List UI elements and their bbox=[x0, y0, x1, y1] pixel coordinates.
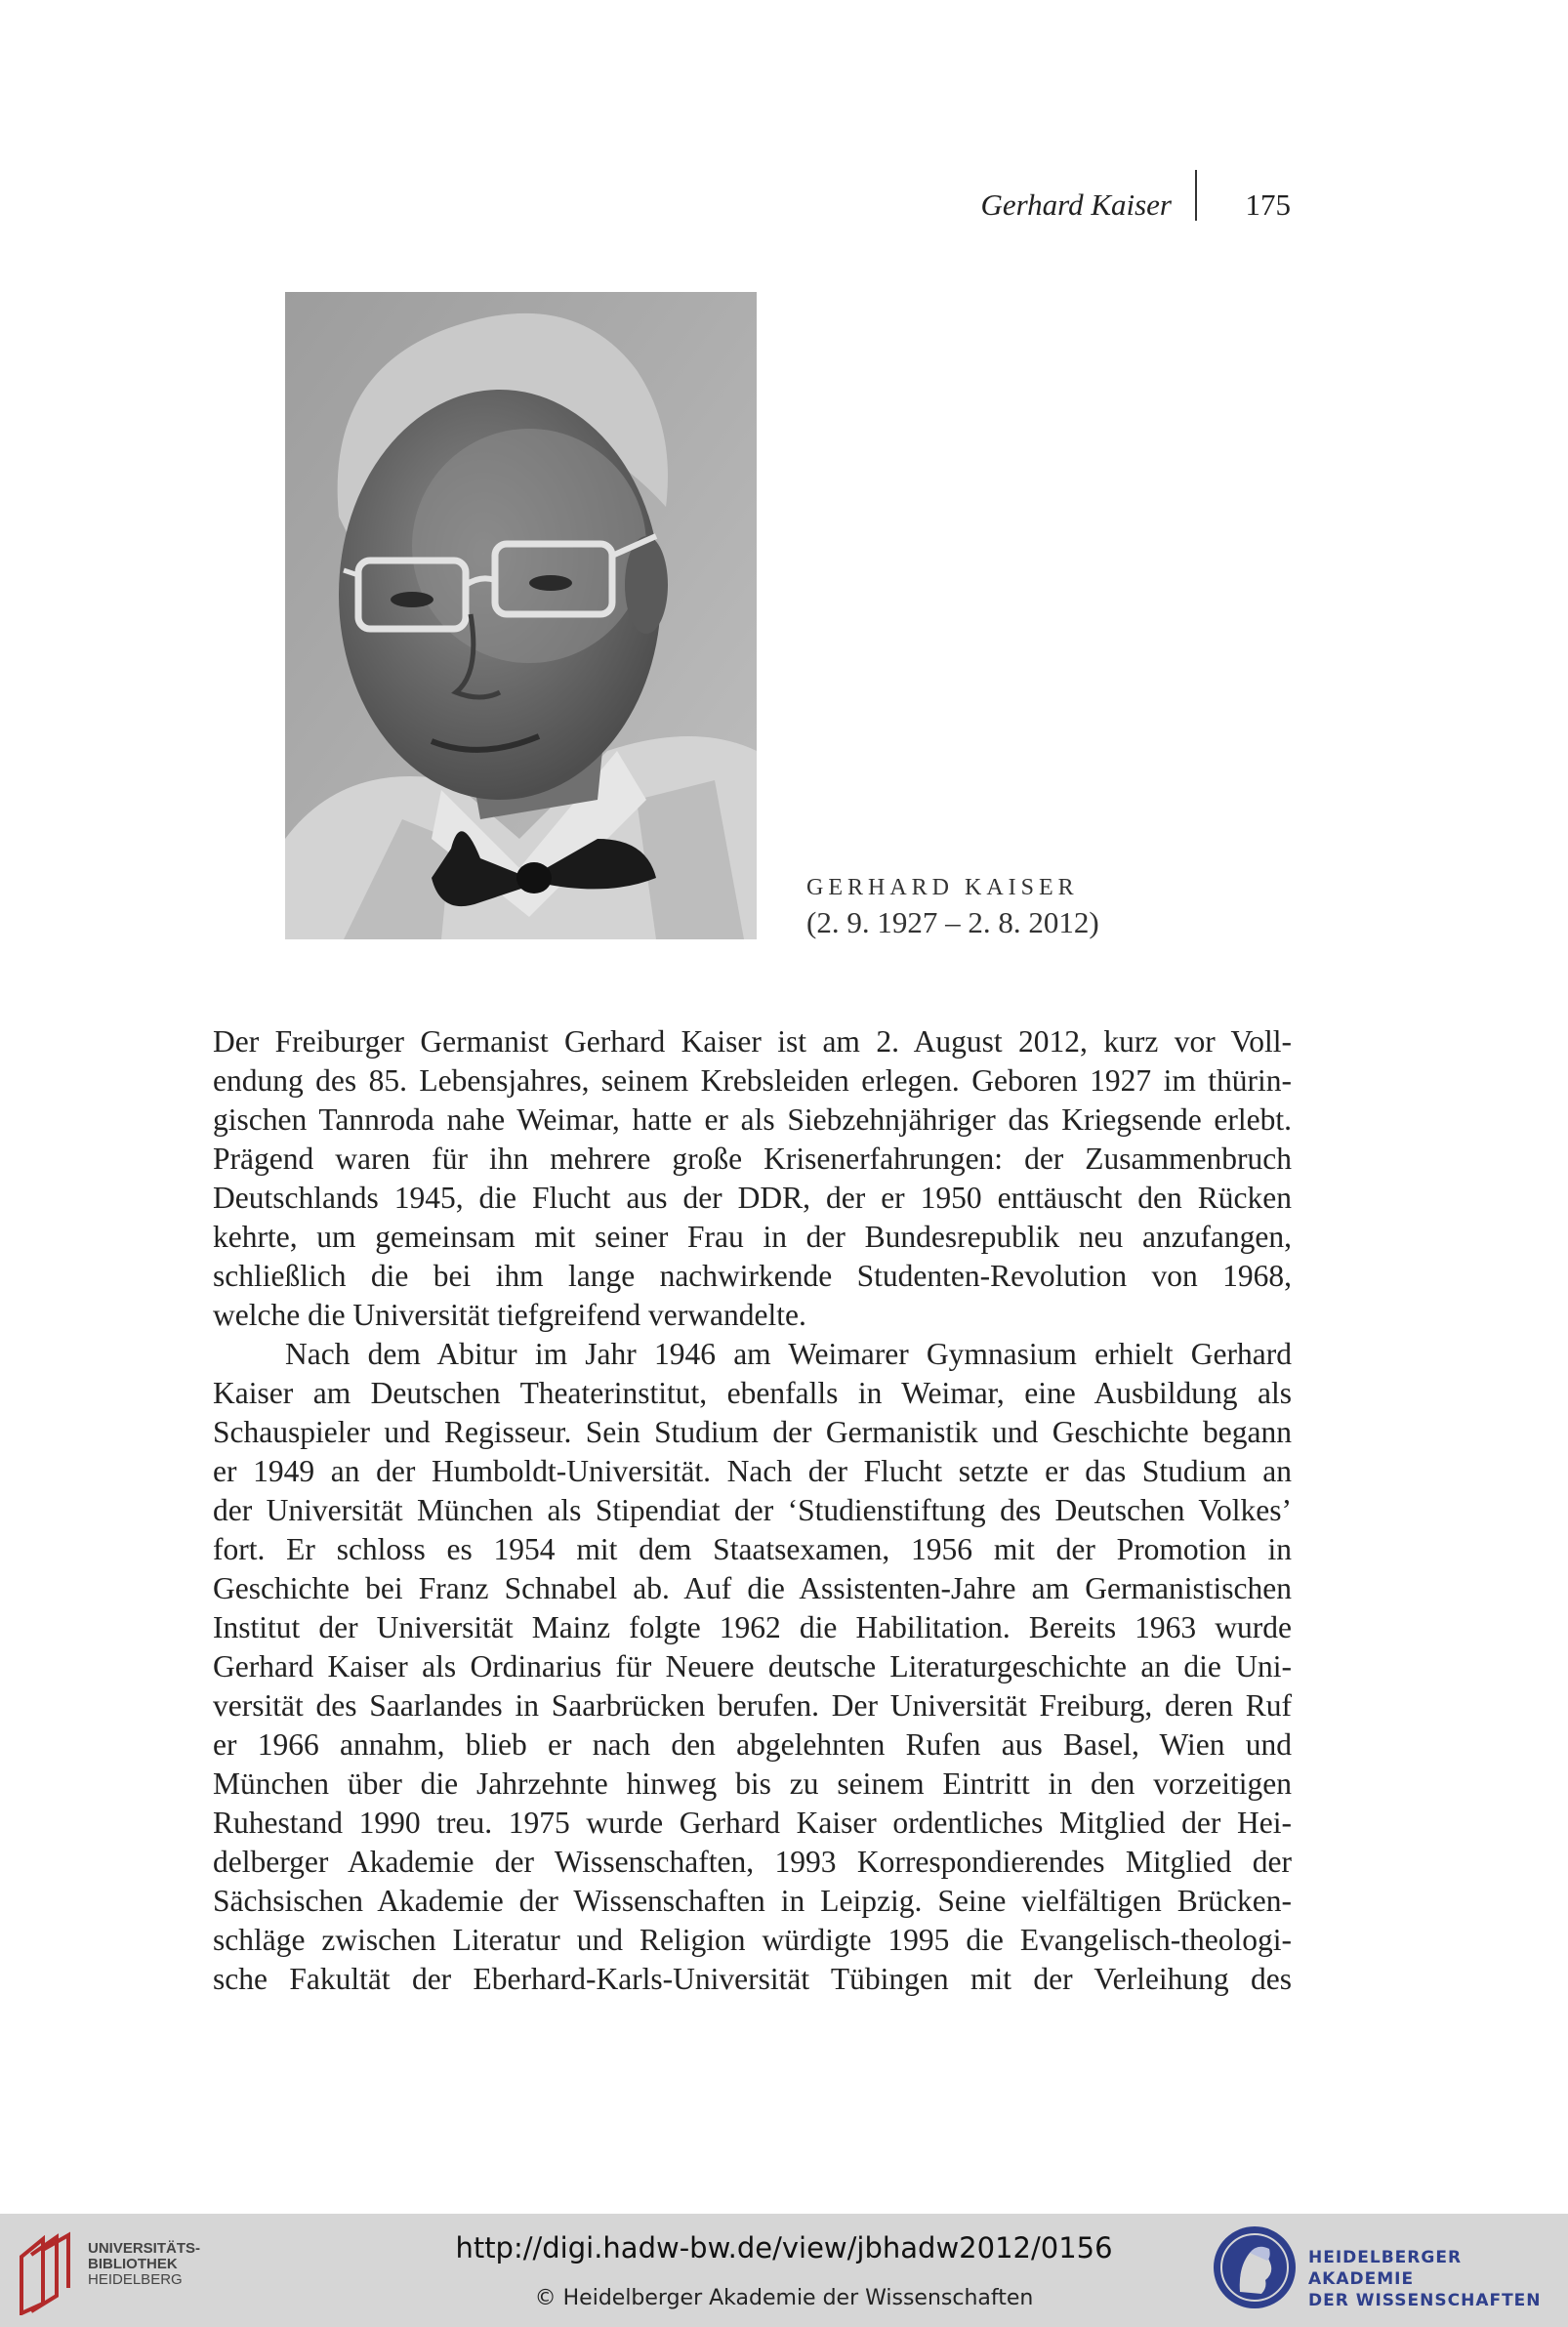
text-line: Kaiser am Deutschen Theaterinstitut, ebenfalls in Weimar, eine Ausbildung als bbox=[213, 1376, 1292, 1410]
text-line: Sächsischen Akademie der Wissenschaften in Leipzig. Seine vielfältigen Brücken- bbox=[213, 1884, 1292, 1918]
footer-bar bbox=[0, 2214, 1568, 2327]
academy-seal-icon[interactable] bbox=[1211, 2223, 1299, 2311]
ub-line-1: UNIVERSITÄTS- bbox=[88, 2240, 201, 2257]
caption-name: GERHARD KAISER bbox=[806, 875, 1079, 900]
paragraph-2 bbox=[213, 1335, 1292, 1999]
document-url-link[interactable]: http://digi.hadw-bw.de/view/jbhadw2012/0156 bbox=[455, 2231, 1113, 2265]
academy-line-2: DER WISSENSCHAFTEN bbox=[1308, 2291, 1542, 2310]
ub-line-2: BIBLIOTHEK bbox=[88, 2256, 178, 2272]
text-line: kehrte, um gemeinsam mit seiner Frau in der Bundesrepublik neu anzufangen, bbox=[213, 1220, 1292, 1254]
text-line: Ruhestand 1990 treu. 1975 wurde Gerhard Kaiser ordentliches Mitglied der Hei- bbox=[213, 1806, 1292, 1840]
text-line: er 1949 an der Humboldt-Universität. Nach der Flucht setzte er das Studium an bbox=[213, 1454, 1292, 1488]
text-line: Geschichte bei Franz Schnabel ab. Auf die Assistenten-Jahre am Germanistischen bbox=[213, 1571, 1292, 1605]
text-line: Der Freiburger Germanist Gerhard Kaiser ist am 2. August 2012, kurz vor Voll- bbox=[213, 1024, 1292, 1059]
photo-caption bbox=[806, 875, 1099, 940]
text-line: er 1966 annahm, blieb er nach den abgelehnten Rufen aus Basel, Wien und bbox=[213, 1727, 1292, 1762]
text-line: fort. Er schloss es 1954 mit dem Staatsexamen, 1956 mit der Promotion in bbox=[213, 1532, 1292, 1566]
text-line: Schauspieler und Regisseur. Sein Studium der Germanistik und Geschichte begann bbox=[213, 1415, 1292, 1449]
text-line: delberger Akademie der Wissenschaften, 1993 Korrespondierendes Mitglied der bbox=[213, 1845, 1292, 1879]
page-number: 175 bbox=[1245, 187, 1291, 222]
academy-line-1: HEIDELBERGER AKADEMIE bbox=[1308, 2248, 1463, 2289]
text-line: endung des 85. Lebensjahres, seinem Krebsleiden erlegen. Geboren 1927 im thürin- bbox=[213, 1063, 1292, 1098]
obituary-text bbox=[213, 1022, 1292, 1999]
text-line: sche Fakultät der Eberhard-Karls-Universität Tübingen mit der Verleihung des bbox=[213, 1962, 1292, 1996]
portrait-photo bbox=[285, 292, 757, 939]
text-line: gischen Tannroda nahe Weimar, hatte er als Siebzehnjähriger das Kriegsende erlebt. bbox=[213, 1102, 1292, 1137]
text-line: versität des Saarlandes in Saarbrücken berufen. Der Universität Freiburg, deren Ruf bbox=[213, 1688, 1292, 1723]
text-line: schläge zwischen Literatur und Religion würdigte 1995 die Evangelisch-theologi- bbox=[213, 1923, 1292, 1957]
text-line: schließlich die bei ihm lange nachwirkende Studenten-Revolution von 1968, bbox=[213, 1259, 1292, 1293]
text-line: Gerhard Kaiser als Ordinarius für Neuere deutsche Literaturgeschichte an die Uni- bbox=[213, 1649, 1292, 1683]
caption-dates: (2. 9. 1927 – 2. 8. 2012) bbox=[806, 905, 1099, 939]
copyright-notice: © Heidelberger Akademie der Wissenschaften bbox=[534, 2286, 1034, 2310]
ub-line-3: HEIDELBERG bbox=[88, 2271, 183, 2288]
running-header bbox=[957, 184, 1295, 232]
text-line: Nach dem Abitur im Jahr 1946 am Weimarer Gymnasium erhielt Gerhard bbox=[285, 1337, 1292, 1371]
text-line: München über die Jahrzehnte hinweg bis zu seinem Eintritt in den vorzeitigen bbox=[213, 1766, 1292, 1801]
text-line: Prägend waren für ihn mehrere große Krisenerfahrungen: der Zusammenbruch bbox=[213, 1142, 1292, 1176]
text-line: welche die Universität tiefgreifend verwandelte. bbox=[213, 1298, 806, 1332]
text-line: Institut der Universität Mainz folgte 1962 die Habilitation. Bereits 1963 wurde bbox=[213, 1610, 1292, 1644]
paragraph-1 bbox=[213, 1022, 1292, 1335]
text-line: der Universität München als Stipendiat der ‘Studienstiftung des Deutschen Volkes’ bbox=[213, 1493, 1292, 1527]
text-line: Deutschlands 1945, die Flucht aus der DDR, der er 1950 enttäuscht den Rücken bbox=[213, 1181, 1292, 1215]
academy-name bbox=[1308, 2247, 1568, 2311]
running-head-author: Gerhard Kaiser bbox=[980, 187, 1172, 222]
header-divider bbox=[1195, 170, 1197, 221]
